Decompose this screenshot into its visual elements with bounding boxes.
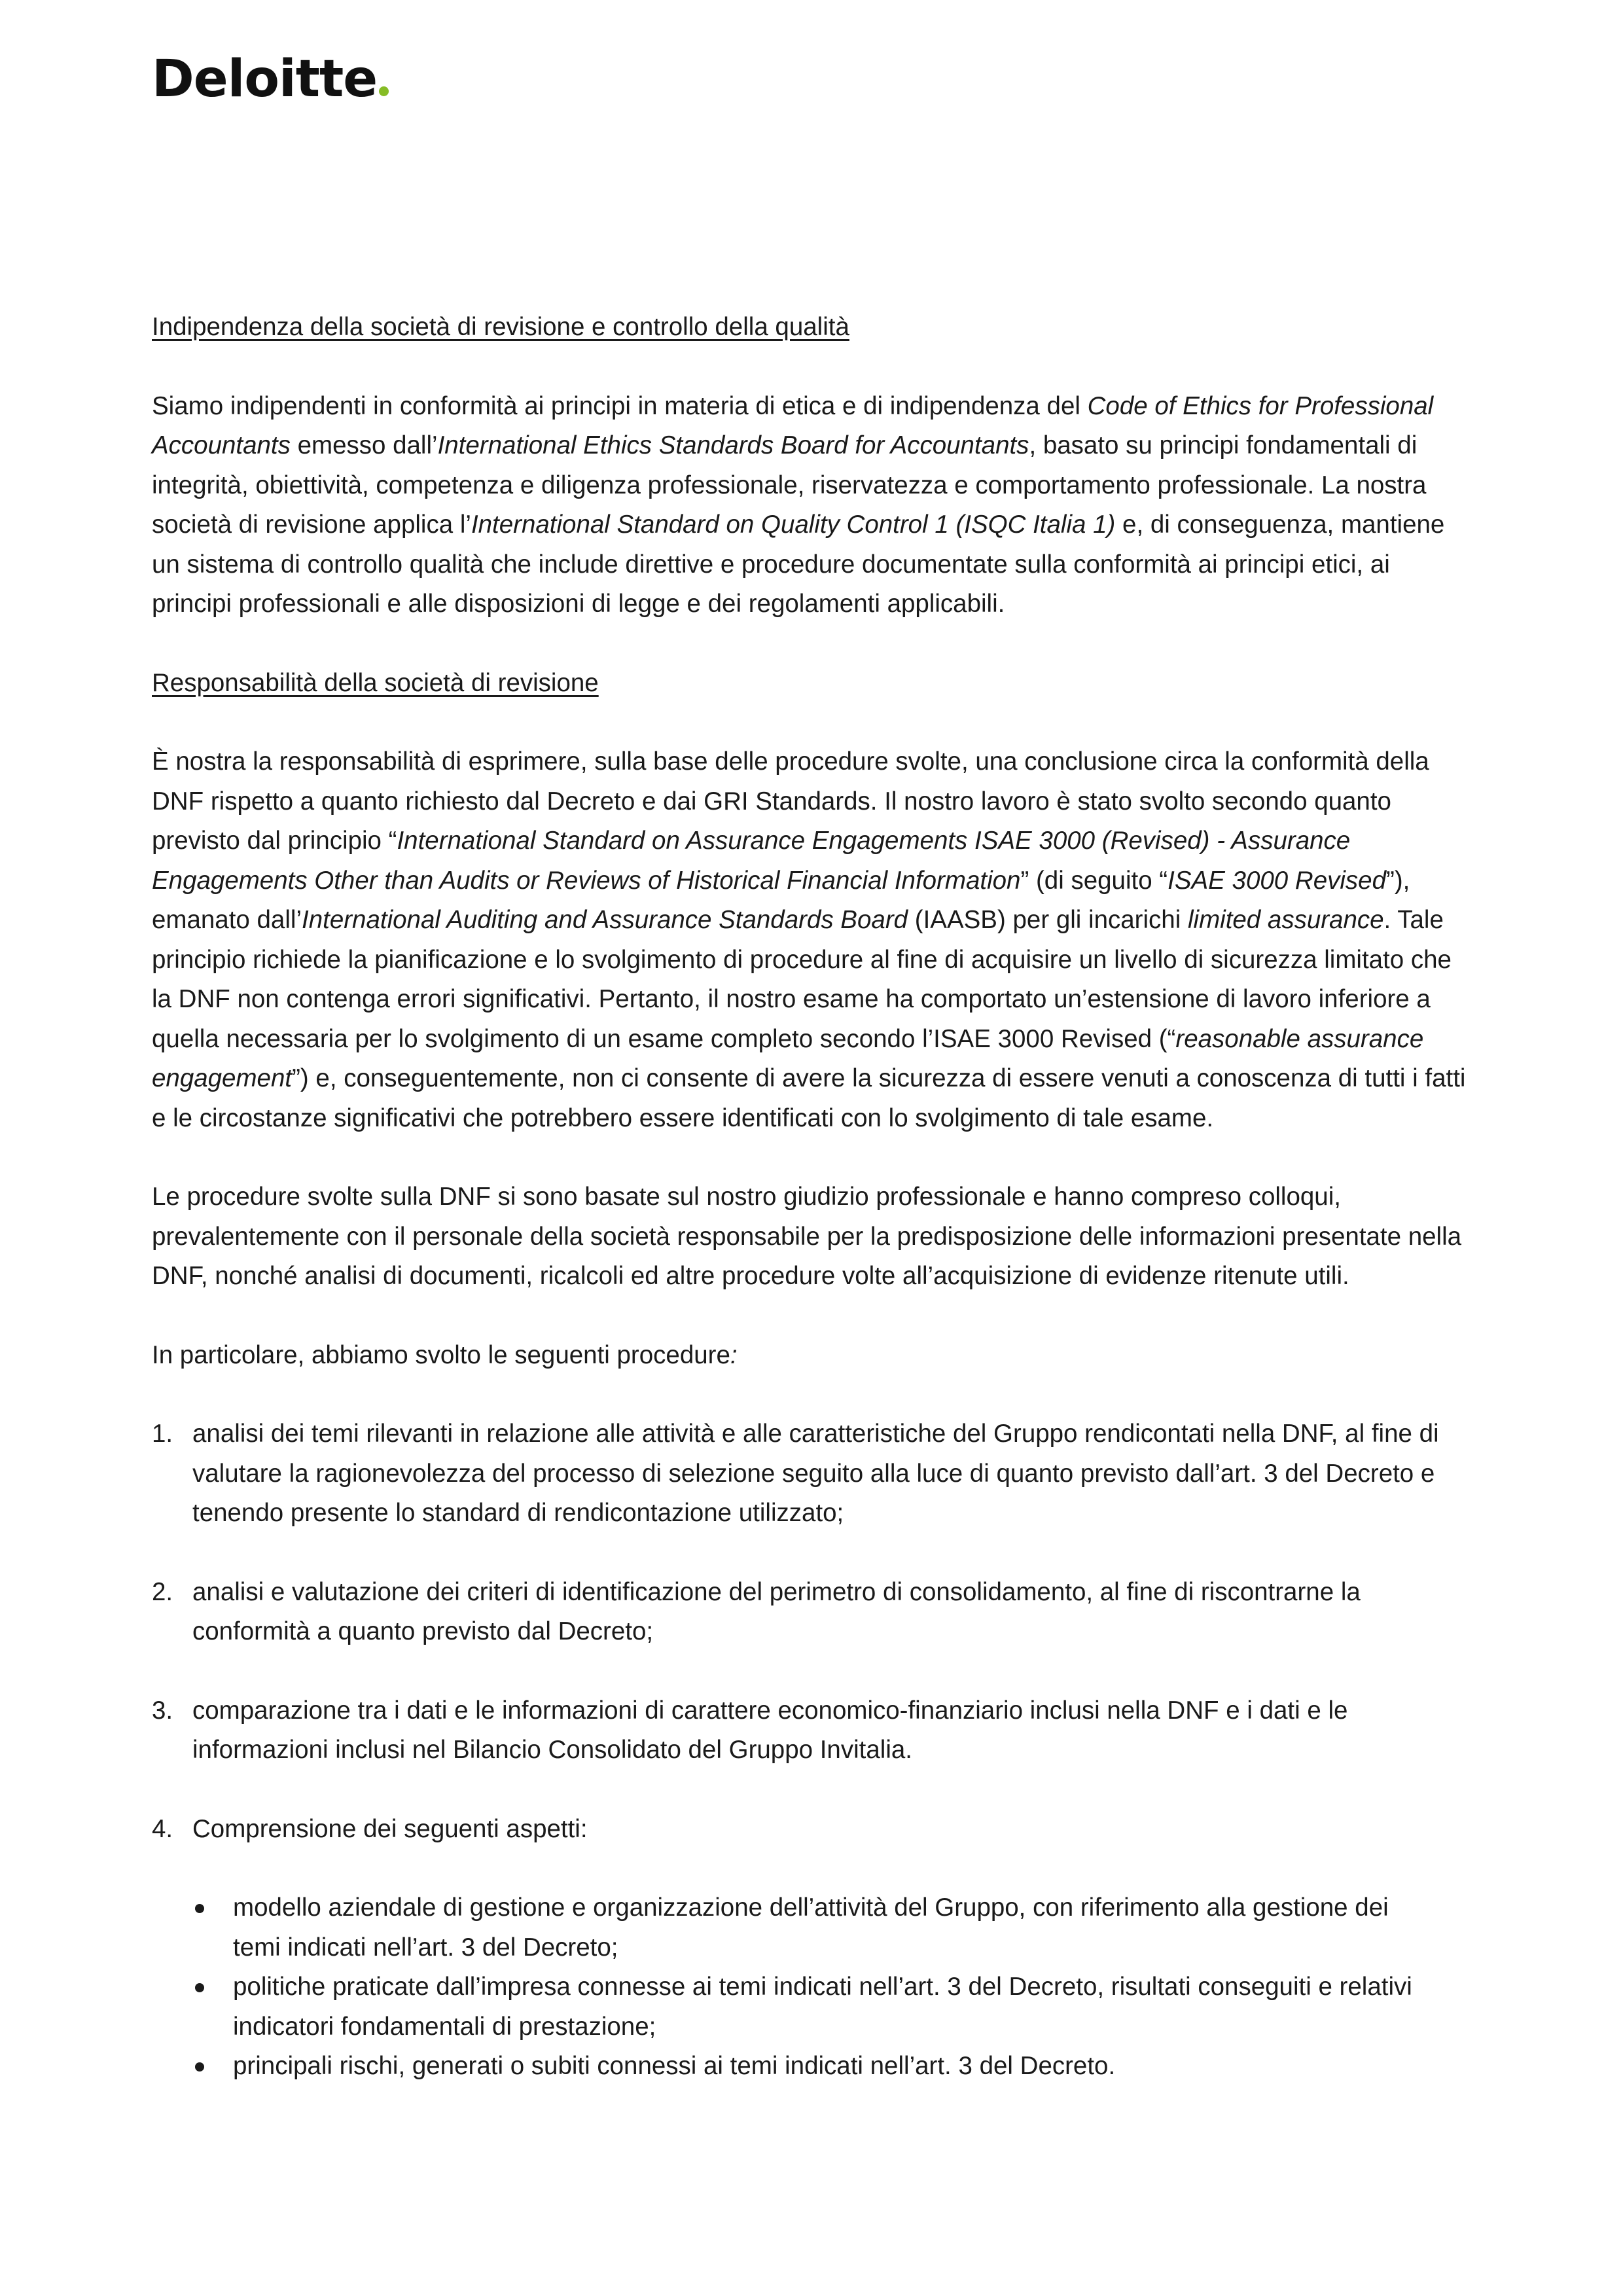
procedure-number: 1. [152, 1420, 173, 1448]
aspect-text: modello aziendale di gestione e organizzazione dell’attività del Gruppo, con riferimento alla gestione dei temi indicati nell’art. 3 del Decreto; [233, 1893, 1389, 1962]
procedure-text: analisi e valutazione dei criteri di identificazione del perimetro di consolidamento, al fine di riscontrarne la conformità a quanto previsto dal Decreto; [192, 1577, 1361, 1645]
bullet-icon [195, 1983, 204, 1992]
text-run: e, di conseguenza, mantiene un sistema di controllo qualità che include direttive e procedure documentate sulla conformità ai principi etici, ai principi professionali e alle disposizioni di legge e dei regolamenti applicabili. [152, 511, 1445, 618]
text-run: Siamo indipendenti in conformità ai principi in materia di etica e di indipendenza del [152, 391, 1088, 420]
heading-responsibility: Responsabilità della società di revisione [152, 668, 599, 697]
document-body [152, 308, 1474, 2126]
italic-run: reasonable assurance engagement [152, 1024, 1424, 1092]
procedure-number: 3. [152, 1696, 173, 1725]
heading-independence: Indipendenza della società di revisione e controllo della qualità [152, 313, 849, 341]
text-run: , basato su principi fondamentali di integrità, obiettività, competenza e diligenza professionale, riservatezza e comportamento professionale. La nostra società di revisione applica l’ [152, 431, 1427, 539]
procedure-text: comparazione tra i dati e le informazioni di carattere economico-finanziario inclusi nella DNF e i dati e le informazioni inclusi nel Bilancio Consolidato del Gruppo Invitalia. [192, 1696, 1348, 1764]
paragraph-procedures-intro: Le procedure svolte sulla DNF si sono basate sul nostro giudizio professionale e hanno compreso colloqui, prevalentemente con il personale della società responsabile per la predisposizione delle informazioni presentate nella DNF, nonché analisi di documenti, ricalcoli ed altre procedure volte all’acquisizione di evidenze ritenute utili. [152, 1183, 1462, 1290]
bullet-icon [195, 1904, 204, 1913]
procedure-text: Comprensione dei seguenti aspetti: [192, 1814, 588, 1843]
aspect-item [152, 1967, 1433, 2047]
procedure-number: 2. [152, 1577, 173, 1606]
procedure-item [152, 1810, 1474, 2087]
text-run: (IAASB) per gli incarichi [908, 906, 1188, 934]
italic-run: International Ethics Standards Board for Accountants [437, 431, 1029, 459]
aspects-list [192, 1888, 1474, 2087]
text-run: ” (di seguito “ [1020, 866, 1168, 895]
italic-run: International Auditing and Assurance Standards Board [302, 906, 908, 934]
logo-wordmark: Deloitte [152, 50, 378, 109]
text-run: ”), emanato dall’ [152, 866, 1410, 934]
in-particolare-colon: : [730, 1340, 738, 1369]
italic-run: International Standard on Assurance Engagements ISAE 3000 (Revised) - Assurance Engagements Other than Audits or Reviews of Historical Financial Information [152, 827, 1351, 895]
in-particolare-text: In particolare, abbiamo svolto le seguenti procedure [152, 1340, 730, 1369]
text-run: ”) e, conseguentemente, non ci consente di avere la sicurezza di essere venuti a conoscenza di tutti i fatti e le circostanze significativi che potrebbero essere identificati con lo svolgimento di tale esame. [152, 1064, 1466, 1132]
aspect-item [152, 1888, 1433, 1967]
procedure-item [152, 1573, 1474, 1652]
deloitte-logo [152, 50, 389, 109]
logo-green-dot [379, 86, 389, 96]
procedure-item [152, 1691, 1474, 1770]
aspect-text: principali rischi, generati o subiti connessi ai temi indicati nell’art. 3 del Decreto. [233, 2052, 1116, 2080]
italic-run: Code of Ethics for Professional Accountants [152, 391, 1434, 459]
text-run: . Tale principio richiede la pianificazione e lo svolgimento di procedure al fine di acquisire un livello di sicurezza limitato che la DNF non contenga errori significativi. Pertanto, il nostro esame ha comportato un’estensione di lavoro inferiore a quella necessaria per lo svolgimento di un esame completo secondo l’ISAE 3000 Revised (“ [152, 906, 1452, 1053]
italic-run: limited assurance [1187, 906, 1384, 934]
italic-run: International Standard on Quality Control 1 (ISQC Italia 1) [471, 511, 1116, 539]
procedure-number: 4. [152, 1814, 173, 1843]
paragraph-in-particolare [152, 1336, 1474, 1376]
paragraph-independence [152, 387, 1474, 624]
procedure-text: analisi dei temi rilevanti in relazione alle attività e alle caratteristiche del Gruppo rendicontati nella DNF, al fine di valutare la ragionevolezza del processo di selezione seguito alla luce di quanto previsto dall’art. 3 del Decreto e tenendo presente lo standard di rendicontazione utilizzato; [192, 1420, 1439, 1527]
text-run: È nostra la responsabilità di esprimere, sulla base delle procedure svolte, una conclusione circa la conformità della DNF rispetto a quanto richiesto dal Decreto e dai GRI Standards. Il nostro lavoro è stato svolto secondo quanto previsto dal principio “ [152, 747, 1429, 855]
procedure-item [152, 1414, 1474, 1534]
aspect-item [152, 2047, 1433, 2087]
bullet-icon [195, 2062, 204, 2072]
italic-run: ISAE 3000 Revised [1168, 866, 1386, 895]
paragraph-responsibility [152, 742, 1474, 1138]
aspect-text: politiche praticate dall’impresa connesse ai temi indicati nell’art. 3 del Decreto, risultati conseguiti e relativi indicatori fondamentali di prestazione; [233, 1973, 1412, 2041]
procedures-list [152, 1414, 1474, 2087]
text-run: emesso dall’ [290, 431, 438, 459]
